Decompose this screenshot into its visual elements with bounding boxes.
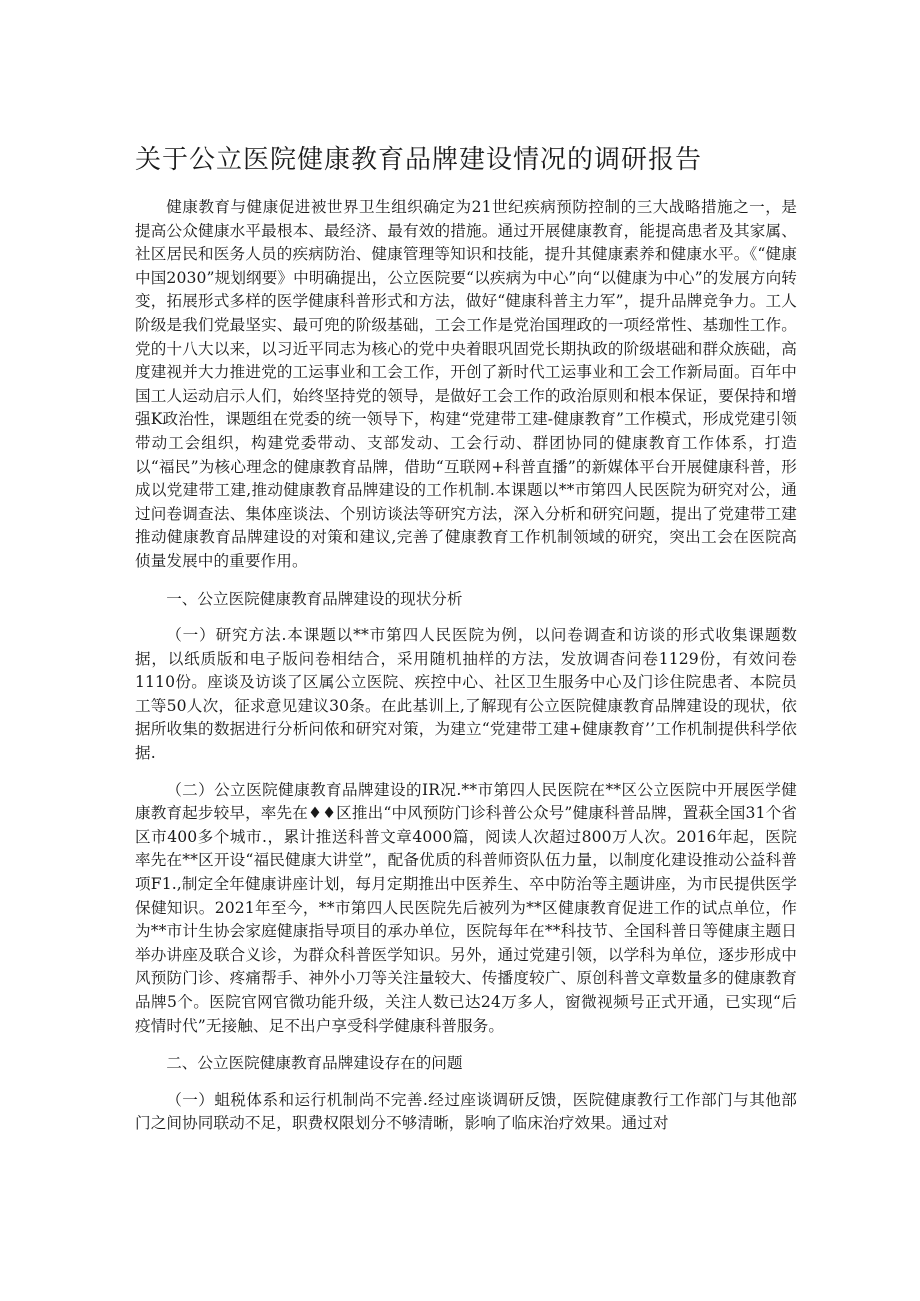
intro-paragraph: 健康教育与健康促进被世界卫生组织确定为21世纪疾病预防控制的三大战略措施之一，是提高公众健康水平最根本、最经济、最有效的措施。通过开展健康教育，能提高患者及其家属、社区居民和医务人员的疾病防治、健康管理等知识和技能，提升其健康素养和健康水平。《“健康中国2030”规划纲要》中明确提出，公立医院要“以疾病为中心”向“以健康为中心”的发展方向转变，拓展形式多样的医学健康科普形式和方法，做好“健康科普主力军”，提升品牌竞争力。工人阶级是我们党最坚实、最可兜的阶级基础，工会工作是党治国理政的一项经常性、基珈性工作。党的十八大以来，以习近平同志为核心的党中央着眼巩固党长期执政的阶级堪础和群众族础，高度建视并大力推进党的工运事业和工会工作，开创了新时代工运事业和工会工作新局面。百年中国工人运动启示人们，始终坚持党的领导，是做好工会工作的政治原则和根本保证，要保持和增强K政治性，课题组在党委的统一领导下，构建“党建带工建-健康教育”工作模式，形成党建引领带动工会组织，构建党委带动、支部发动、工会行动、群团协同的健康教育工作体系，打造以“福民”为核心理念的健康教育品牌，借助“互联网+科普直播”的新媒体平台开展健康科普，形成以党建带工建,推动健康教育品牌建设的工作机制.本课题以**市第四人民医院为研究对公，通过问卷调查法、集体座谈法、个别访谈法等研究方法，深入分析和研究问题，提出了党建带工建推动健康教育品牌建设的对策和建议,完善了健康教育工作机制领域的研究，突出工会在医院高侦量发展中的重要作用。: [135, 198, 797, 570]
section-2-heading: 二、公立医院健康教育品牌建设存在的问题: [166, 1054, 463, 1073]
document-title: 关于公立医院健康教育品牌建设情况的调研报告: [135, 145, 703, 175]
section-1-paragraph-1: （一）研究方法.本课题以**市第四人民医院为例，以问卷调查和访谈的形式收集课题数据，以纸质版和电子版问卷相结合，采用随机抽样的方法，发放调杳问卷1129份，有效问卷1110份。座谈及访谈了区属公立医院、疾控中心、社区卫生服务中心及门诊住院患者、本院员工等50人次，征求意见建议30条。在此基训上,了解现有公立医院健康教育品牌建设的现状，依据所收集的数据进行分析问侬和研究对策，为建立“党建带工建+健康教育’’工作机制提供科学依据.: [135, 626, 797, 763]
document-page: [135, 138, 797, 1136]
section-1-paragraph-2: （二）公立医院健康教育品牌建设的IR况.**市第四人民医院在**区公立医院中开展医学健康教育起步较早，率先在♦♦区推出“中风预防门诊科普公众号”健康科普品牌，置萩全国31个省区市400多个城市.，累计推送科普文章4000篇，阅读人次超过800万人次。2016年起，医院率先在**区开设“福民健康大讲堂”，配备优质的科普师资队伍力量，以制度化建设推动公益科普项F1.,制定全年健康讲座计划，每月定期推出中医养生、卒中防治等主题讲座，为市民提供医学保健知识。2021年至今，**市第四人民医院先后被列为**区健康教育促进工作的试点单位，作为**市计生协会家庭健康指导项目的承办单位，医院每年在**科技节、全国科普日等健康主题日举办讲座及联合义诊，为群众科普医学知识。另外，通过党建引领，以学科为单位，逐步形成中风预防门诊、疼痛帮手、神外小刀等关注量较大、传播度较广、原创科普文章数量多的健康教育品牌5个。医院官网官微功能升级，关注人数已达24万多人，窗微视频号正式开通，已实现“后疫情时代”无接触、足不出户享受科学健康科普服务。: [135, 780, 797, 1035]
section-1-heading: 一、公立医院健康教育品牌建设的现状分析: [166, 589, 463, 608]
section-2-paragraph-1: （一）蛆税体系和运行机制尚不完善.经过座谈调研反馈，医院健康教行工作部门与其他部门之间协同联动不足，职费权限划分不够清晰，影响了临床治疗效果。通过对: [135, 1090, 797, 1133]
